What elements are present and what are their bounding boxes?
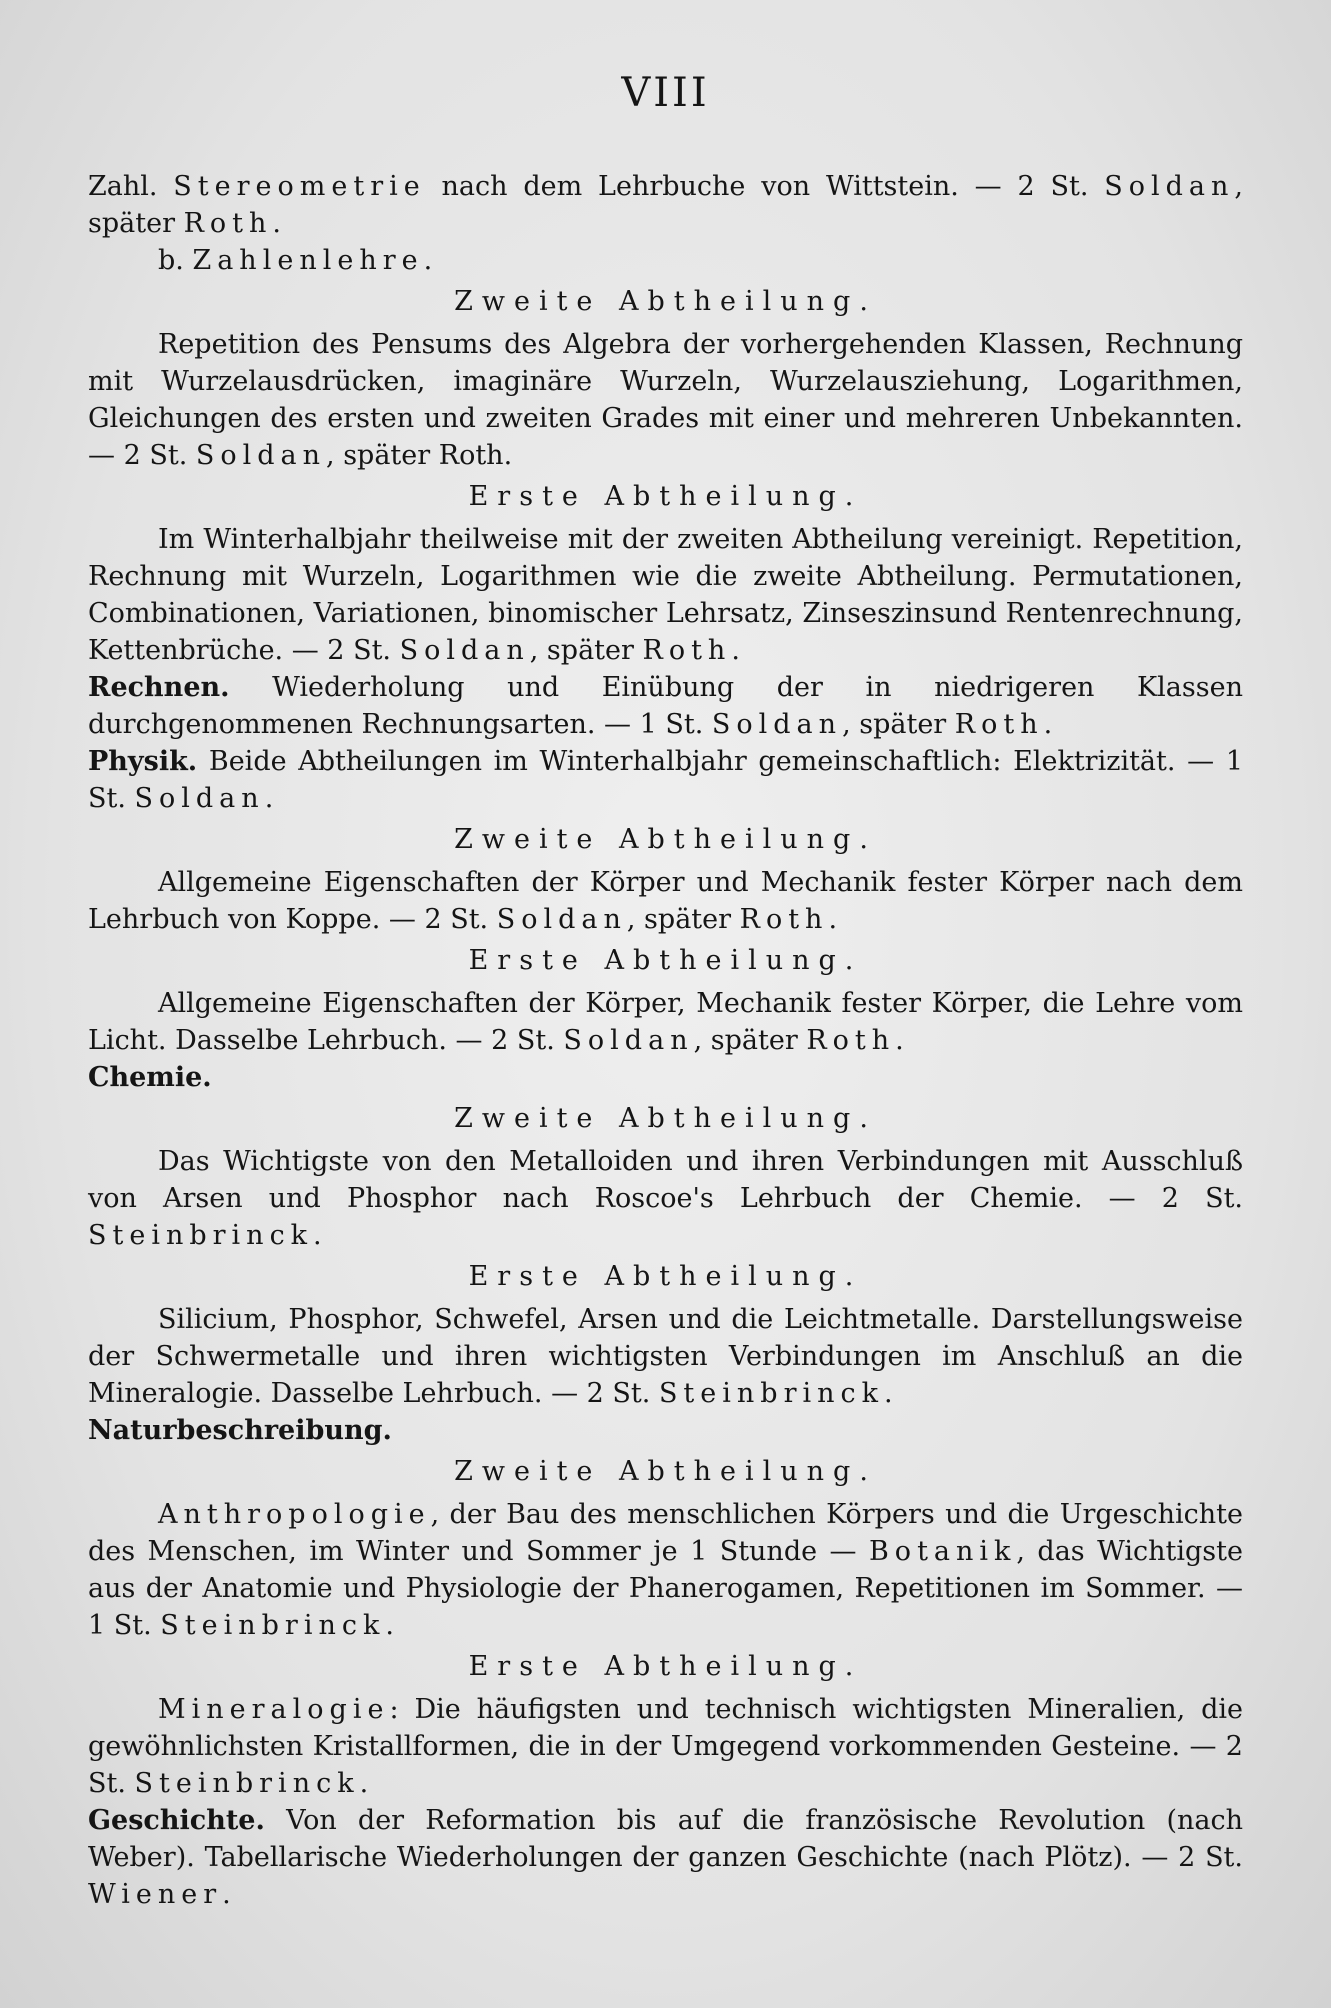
text-run: .: [313, 1220, 322, 1251]
spaced-name: Steinbrinck: [160, 1610, 386, 1641]
spaced-name: Anthropologie: [158, 1499, 431, 1530]
text-run: b.: [158, 245, 193, 276]
section-heading: Zweite Abtheilung.: [454, 1456, 877, 1487]
spaced-name: Roth: [954, 709, 1044, 740]
page-body: [88, 168, 1243, 1913]
section-heading: Erste Abtheilung.: [468, 1261, 863, 1292]
spaced-name: Soldan: [1104, 171, 1235, 202]
spaced-name: Zahlenlehre.: [192, 245, 439, 276]
text-run: Beide Abtheilungen im Winterhalbjahr gemeinschaftlich: Elektrizität. — 1 St.: [88, 746, 1243, 814]
spaced-name: Roth: [806, 1025, 896, 1056]
text-run: Allgemeine Eigenschaften der Körper und Mechanik fester Körper nach dem Lehrbuch von Koppe. — 2 St.: [88, 867, 1243, 935]
spaced-name: Soldan: [399, 635, 530, 666]
subject-title: Physik.: [88, 746, 198, 777]
text-run: , später: [529, 635, 643, 666]
subject-paragraph: [88, 669, 1243, 743]
spaced-name: Steinbrinck: [658, 1378, 884, 1409]
text-run: Wiederholung und Einübung der in niedrigeren Klassen durchgenommenen Rechnungsarten. — 1 St.: [88, 672, 1243, 740]
text-run: , später: [842, 709, 955, 740]
text-paragraph: [88, 242, 1243, 279]
text-run: Von der Reformation bis auf die französische Revolution (nach Weber). Tabellarische Wiederholungen der ganzen Geschichte (nach Plötz). — 2 St.: [88, 1805, 1243, 1873]
spaced-name: Wiener: [88, 1879, 223, 1910]
text-paragraph: [88, 864, 1243, 938]
section-heading: Erste Abtheilung.: [468, 481, 863, 512]
text-run: Allgemeine Eigenschaften der Körper, Mechanik fester Körper, die Lehre vom Licht. Dasselbe Lehrbuch. — 2 St.: [88, 988, 1243, 1056]
text-paragraph: [88, 326, 1243, 474]
text-run: .: [385, 1610, 394, 1641]
section-heading: Zweite Abtheilung.: [454, 286, 877, 317]
text-paragraph: [88, 985, 1243, 1059]
spaced-name: Stereometrie: [173, 171, 426, 202]
spaced-name: Soldan: [563, 1025, 694, 1056]
section-heading: Erste Abtheilung.: [468, 1651, 863, 1682]
spaced-name: Mineralogie: [158, 1694, 390, 1725]
text-run: Silicium, Phosphor, Schwefel, Arsen und die Leichtmetalle. Darstellungsweise der Schwermetalle und ihren wichtigsten Verbindungen im Anschluß an die Mineralogie. Dasselbe Lehrbuch. — 2 St.: [88, 1304, 1243, 1409]
text-run: .: [731, 635, 740, 666]
text-run: Im Winterhalbjahr theilweise mit der zweiten Abtheilung vereinigt. Repetition, Rechnung mit Wurzeln, Logarithmen wie die zweite Abtheilung. Permutationen, Combinationen, Variationen, binomischer Lehrsatz, Zinseszinsund Rentenrechnung, Kettenbrüche. — 2 St.: [88, 524, 1243, 666]
text-run: Repetition des Pensums des Algebra der vorhergehenden Klassen, Rechnung mit Wurzelausdrücken, imaginäre Wurzeln, Wurzelausziehung, Logarithmen, Gleichungen des ersten und zweiten Grades mit einer und mehreren Unbekannten. — 2 St.: [88, 329, 1243, 471]
subject-paragraph: [88, 743, 1243, 817]
text-run: .: [272, 208, 281, 239]
text-paragraph: [88, 1496, 1243, 1644]
text-run: , später: [88, 171, 1244, 239]
section-heading: Zweite Abtheilung.: [454, 1103, 877, 1134]
subject-paragraph: [88, 1059, 1243, 1096]
subject-paragraph: [88, 1412, 1243, 1449]
text-run: , das Wichtigste aus der Anatomie und Physiologie der Phanerogamen, Repetitionen im Sommer. — 1 St.: [88, 1536, 1243, 1641]
subject-title: Geschichte.: [88, 1805, 265, 1836]
text-run: .: [895, 1025, 904, 1056]
spaced-name: Soldan: [134, 783, 265, 814]
text-run: Zahl.: [88, 171, 174, 202]
spaced-name: Soldan: [496, 904, 627, 935]
subject-title: Chemie.: [88, 1062, 212, 1093]
text-run: Das Wichtigste von den Metalloiden und ihren Verbindungen mit Ausschluß von Arsen und Phosphor nach Roscoe's Lehrbuch der Chemie. — 2 St.: [88, 1146, 1243, 1214]
text-paragraph: [88, 168, 1243, 242]
subject-title: Rechnen.: [88, 672, 230, 703]
page-number: VIII: [621, 70, 710, 116]
section-heading: Erste Abtheilung.: [468, 945, 863, 976]
subject-title: Naturbeschreibung.: [88, 1415, 392, 1446]
text-run: , später Roth.: [326, 440, 513, 471]
spaced-name: Steinbrinck: [88, 1220, 314, 1251]
text-paragraph: [88, 1301, 1243, 1412]
subject-paragraph: [88, 1802, 1243, 1913]
text-paragraph: [88, 1143, 1243, 1254]
section-heading: Zweite Abtheilung.: [454, 824, 877, 855]
text-run: nach dem Lehrbuche von Wittstein. — 2 St.: [425, 171, 1105, 202]
text-paragraph: [88, 521, 1243, 669]
text-run: , später: [626, 904, 740, 935]
text-run: .: [359, 1768, 369, 1799]
text-run: , der Bau des menschlichen Körpers und die Urgeschichte des Menschen, im Winter und Sommer je 1 Stunde —: [88, 1499, 1243, 1567]
text-run: .: [1043, 709, 1053, 740]
text-run: : Die häufigsten und technisch wichtigsten Mineralien, die gewöhnlichsten Kristallformen, die in der Umgegend vorkommenden Gesteine. — 2 St.: [88, 1694, 1243, 1799]
spaced-name: Roth: [642, 635, 732, 666]
spaced-name: Roth: [183, 208, 273, 239]
text-run: .: [222, 1879, 231, 1910]
text-run: .: [883, 1378, 893, 1409]
spaced-name: Steinbrinck: [134, 1768, 360, 1799]
text-run: .: [264, 783, 274, 814]
spaced-name: Soldan: [711, 709, 843, 740]
text-paragraph: [88, 1691, 1243, 1802]
text-run: .: [828, 904, 838, 935]
spaced-name: Soldan: [195, 440, 327, 471]
spaced-name: Botanik: [868, 1536, 1017, 1567]
text-run: , später: [693, 1025, 807, 1056]
spaced-name: Roth: [739, 904, 829, 935]
